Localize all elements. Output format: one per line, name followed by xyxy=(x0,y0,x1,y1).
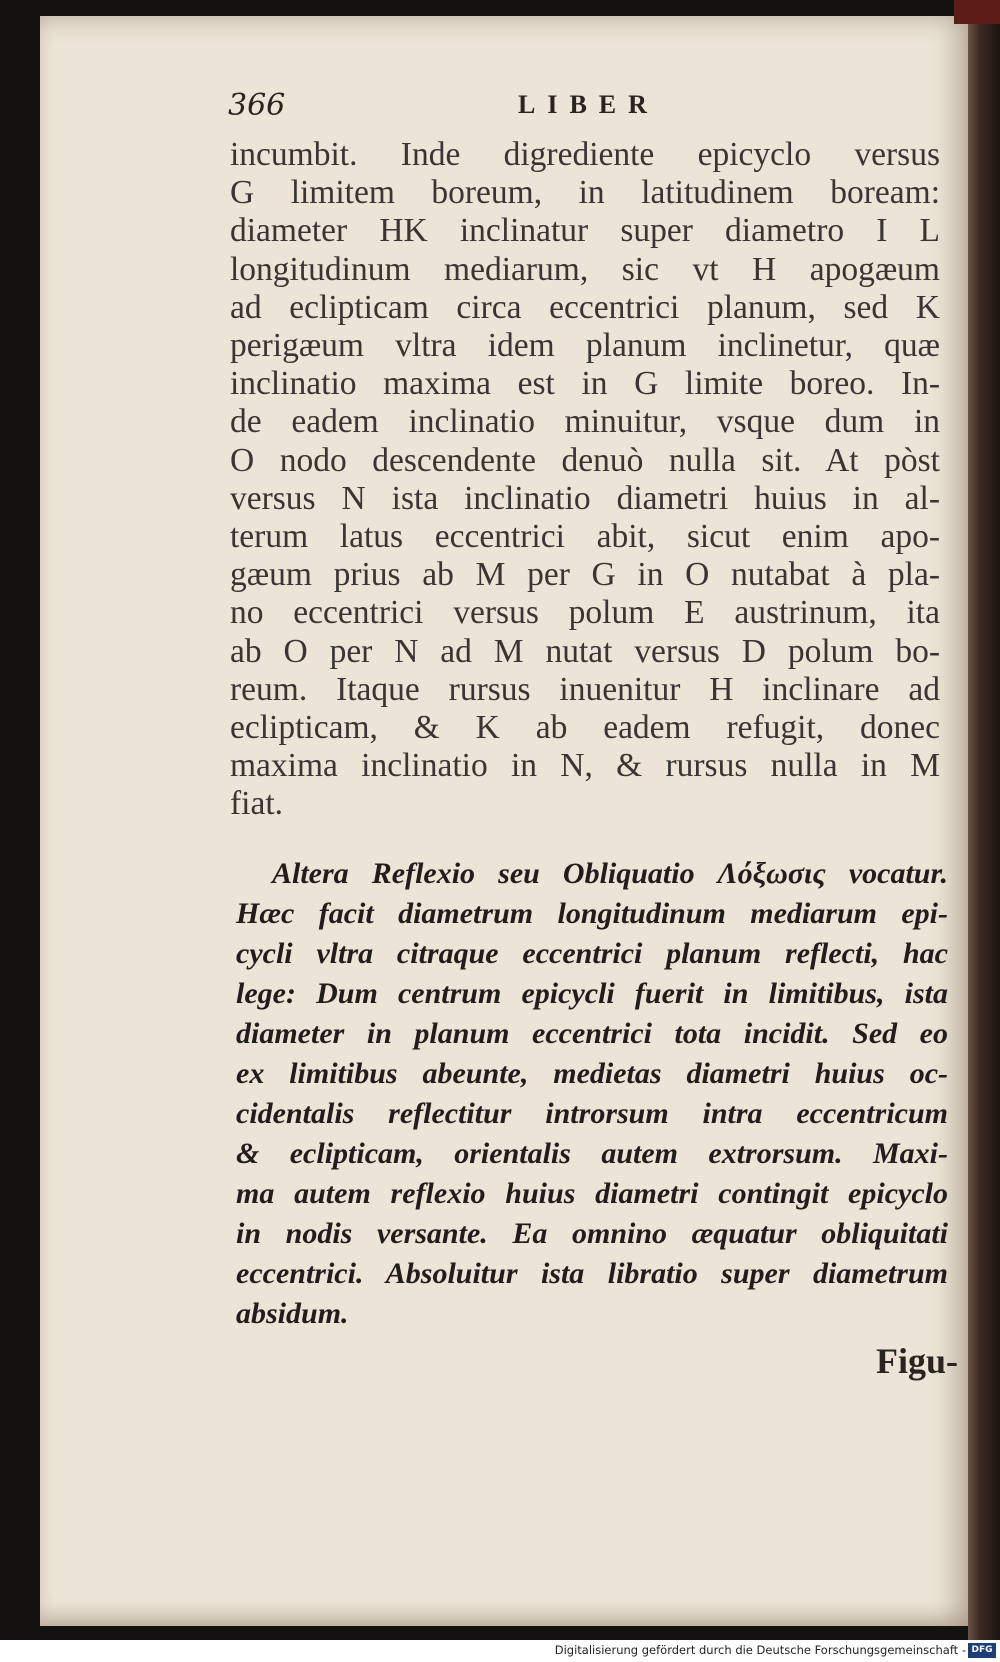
body-line: reum. Itaque rursus inuenitur H inclinare ad xyxy=(230,670,940,708)
body-line: de eadem inclinatio minuitur, vsque dum in xyxy=(230,403,940,441)
italic-line: ex limitibus abeunte, medietas diametri huius oc- xyxy=(236,1057,948,1090)
body-line: longitudinum mediarum, sic vt H apogæum xyxy=(230,250,940,288)
body-line: maxima inclinatio in N, & rursus nulla in M xyxy=(230,747,940,785)
italic-line: Altera Reflexio seu Obliquatio Λόξωσις vocatur. xyxy=(272,857,948,890)
body-line: gæum prius ab M per G in O nutabat à pla- xyxy=(230,556,940,594)
italic-line: in nodis versante. Ea omnino æquatur obliquitati xyxy=(236,1217,948,1250)
body-line: versus N ista inclinatio diametri huius in al- xyxy=(230,479,940,517)
italic-line: cidentalis reflectitur introrsum intra eccentricum xyxy=(236,1097,948,1130)
italic-line: eccentrici. Absoluitur ista libratio super diametrum xyxy=(236,1257,948,1290)
running-head: LIBER xyxy=(518,90,659,119)
italic-line: cycli vltra citraque eccentrici planum reflecti, hac xyxy=(236,937,948,970)
dfg-logo: DFG xyxy=(968,1643,996,1658)
body-line: inclinatio maxima est in G limite boreo. In- xyxy=(230,365,940,403)
body-line: eclipticam, & K ab eadem refugit, donec xyxy=(230,709,940,747)
italic-paragraph xyxy=(236,854,948,1334)
body-line: diameter HK inclinatur super diametro I L xyxy=(230,212,940,250)
body-line: no eccentrici versus polum E austrinum, ita xyxy=(230,594,940,632)
body-line: perigæum vltra idem planum inclinetur, quæ xyxy=(230,327,940,365)
body-line: ab O per N ad M nutat versus D polum bo- xyxy=(230,632,940,670)
italic-line: absidum. xyxy=(236,1297,349,1330)
page-header xyxy=(228,88,688,128)
body-text xyxy=(230,136,940,824)
body-line: ad eclipticam circa eccentrici planum, sed K xyxy=(230,288,940,326)
italic-line: diameter in planum eccentrici tota incidit. Sed eo xyxy=(236,1017,948,1050)
body-line: fiat. xyxy=(230,785,284,823)
body-line: incumbit. Inde digrediente epicyclo versus xyxy=(230,136,940,173)
footer-credit: Digitalisierung gefördert durch die Deutsche Forschungsgemeinschaft - xyxy=(554,1643,966,1657)
italic-line: & eclipticam, orientalis autem extrorsum. Maxi- xyxy=(236,1137,948,1170)
page-number: 366 xyxy=(228,88,286,123)
italic-line: lege: Dum centrum epicycli fuerit in limitibus, ista xyxy=(236,977,948,1010)
italic-line: Hæc facit diametrum longitudinum mediarum epi- xyxy=(236,897,948,930)
body-line: O nodo descendente denuò nulla sit. At pòst xyxy=(230,441,940,479)
catchword: Figu- xyxy=(876,1341,959,1381)
italic-line: ma autem reflexio huius diametri contingit epicyclo xyxy=(236,1177,948,1210)
body-line: G limitem boreum, in latitudinem boream: xyxy=(230,174,940,212)
page-edge-marker xyxy=(954,0,1000,24)
body-line: terum latus eccentrici abit, sicut enim apo- xyxy=(230,518,940,556)
page-edge xyxy=(968,0,1000,1640)
